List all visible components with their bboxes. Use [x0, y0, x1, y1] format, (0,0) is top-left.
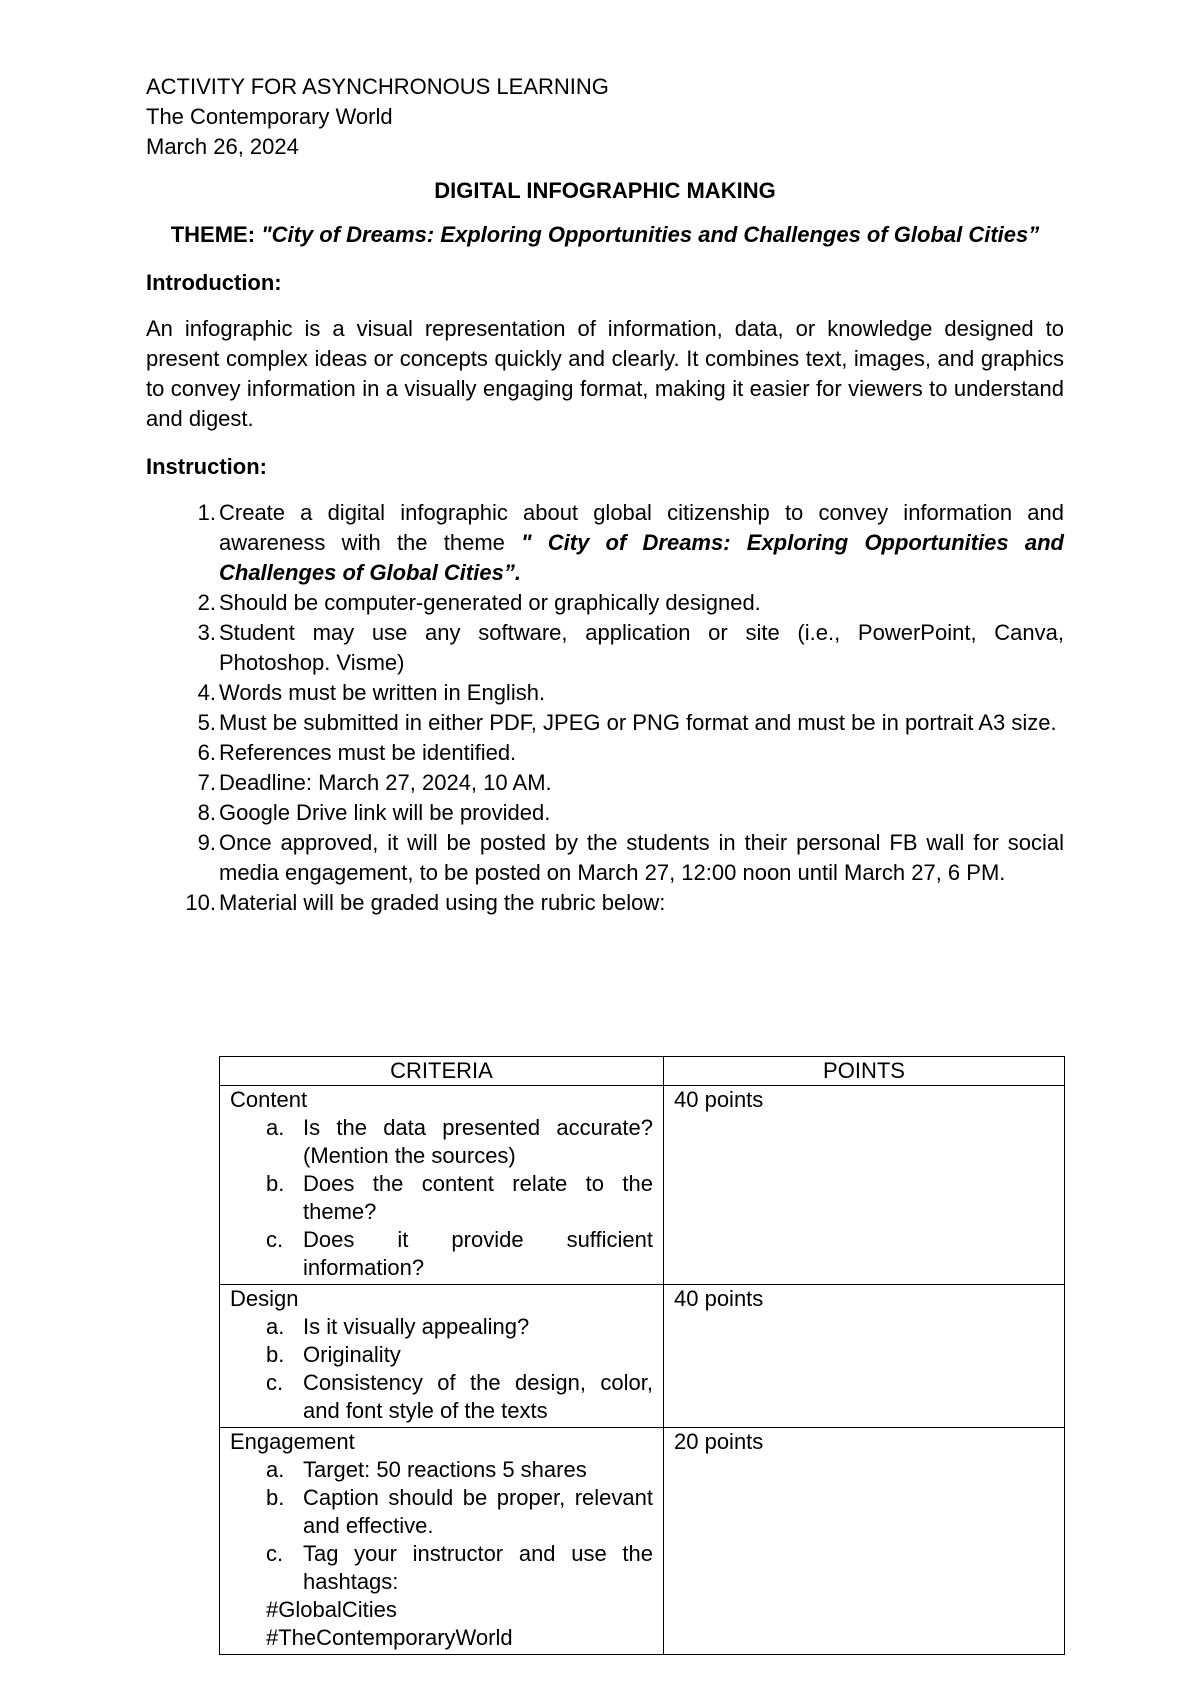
item-number: 7. [197, 770, 216, 795]
theme-statement [146, 220, 1064, 250]
subitem-text: Consistency of the design, color, and font style of the texts [303, 1370, 653, 1423]
subitem-text: Is the data presented accurate? (Mention the sources) [303, 1115, 653, 1168]
subitem-letter: b. [266, 1342, 285, 1367]
criteria-subitem [230, 1456, 653, 1484]
document-date: March 26, 2024 [146, 134, 299, 159]
criteria-subitem [230, 1540, 653, 1596]
item-text: Once approved, it will be posted by the students in their personal FB wall for social media engagement, to be posted on March 27, 12:00 noon until March 27, 6 PM. [219, 830, 1064, 885]
criteria-subitem [230, 1484, 653, 1540]
item-number: 8. [197, 800, 216, 825]
rubric-header-row [220, 1057, 1065, 1086]
document-title: DIGITAL INFOGRAPHIC MAKING [434, 178, 776, 203]
criteria-subitem [230, 1341, 653, 1369]
rubric-row [220, 1086, 1065, 1285]
instruction-item [146, 828, 1064, 888]
instruction-item [146, 588, 1064, 618]
subitem-letter: a. [266, 1115, 285, 1140]
item-text: Google Drive link will be provided. [219, 800, 551, 825]
item-text: Words must be written in English. [219, 680, 546, 705]
subitem-letter: a. [266, 1457, 285, 1482]
criteria-header: CRITERIA [220, 1057, 664, 1086]
criteria-subitem [230, 1114, 653, 1170]
points-cell: 20 points [664, 1428, 1065, 1655]
item-text: Student may use any software, application or site (i.e., PowerPoint, Canva, Photoshop. Visme) [219, 620, 1064, 675]
theme-label: THEME: [170, 222, 262, 247]
subitem-letter: c. [266, 1541, 284, 1566]
item-number: 4. [197, 680, 216, 705]
item-text: Deadline: March 27, 2024, 10 AM. [219, 770, 552, 795]
subitem-text: Originality [303, 1342, 401, 1367]
points-header: POINTS [664, 1057, 1065, 1086]
criteria-name: Design [230, 1286, 299, 1311]
item-text: Create a digital infographic about global citizenship to convey information and awareness with the theme [219, 500, 1064, 555]
criteria-cell [220, 1086, 664, 1285]
item-text: Must be submitted in either PDF, JPEG or PNG format and must be in portrait A3 size. [219, 710, 1057, 735]
hashtag: #GlobalCities [266, 1597, 397, 1622]
item-theme-text: " City of Dreams: Exploring Opportunities and Challenges of Global Cities”. [219, 530, 1064, 585]
instruction-item [146, 888, 1064, 918]
subitem-letter: c. [266, 1370, 284, 1395]
instruction-item [146, 768, 1064, 798]
criteria-subitem [230, 1170, 653, 1226]
criteria-subitem [230, 1369, 653, 1425]
instruction-list [146, 498, 1064, 918]
hashtag: #TheContemporaryWorld [266, 1625, 513, 1650]
instruction-item [146, 738, 1064, 768]
item-number: 5. [197, 710, 216, 735]
instruction-item [146, 798, 1064, 828]
criteria-cell [220, 1428, 664, 1655]
introduction-heading: Introduction: [146, 270, 282, 295]
item-text: Should be computer-generated or graphically designed. [219, 590, 761, 615]
points-cell: 40 points [664, 1086, 1065, 1285]
points-cell: 40 points [664, 1285, 1065, 1428]
theme-text: "City of Dreams: Exploring Opportunities and Challenges of Global Cities” [261, 222, 1040, 247]
subitem-letter: b. [266, 1485, 285, 1510]
rubric-table [219, 1056, 1065, 1655]
criteria-cell [220, 1285, 664, 1428]
course-name: The Contemporary World [146, 104, 393, 129]
instruction-item [146, 678, 1064, 708]
rubric-row [220, 1285, 1065, 1428]
item-number: 9. [197, 830, 216, 855]
subitem-text: Does the content relate to the theme? [303, 1171, 653, 1224]
activity-type: ACTIVITY FOR ASYNCHRONOUS LEARNING [146, 74, 609, 99]
criteria-subitem [230, 1226, 653, 1282]
criteria-name: Engagement [230, 1429, 355, 1454]
rubric-row [220, 1428, 1065, 1655]
item-number: 6. [197, 740, 216, 765]
subitem-letter: b. [266, 1171, 285, 1196]
instruction-item [146, 498, 1064, 588]
item-number: 10. [185, 890, 216, 915]
item-text: References must be identified. [219, 740, 517, 765]
subitem-text: Target: 50 reactions 5 shares [303, 1457, 587, 1482]
subitem-text: Caption should be proper, relevant and effective. [303, 1485, 653, 1538]
subitem-text: Is it visually appealing? [303, 1314, 530, 1339]
item-number: 3. [197, 620, 216, 645]
item-number: 2. [197, 590, 216, 615]
item-text: Material will be graded using the rubric below: [219, 890, 666, 915]
instruction-heading: Instruction: [146, 454, 267, 479]
subitem-letter: c. [266, 1227, 284, 1252]
subitem-text: Does it provide sufficient information? [303, 1227, 653, 1280]
criteria-name: Content [230, 1087, 308, 1112]
introduction-text: An infographic is a visual representation of information, data, or knowledge designed to present complex ideas or concepts quickly and clearly. It combines text, images, and graphics to convey information in a visually engaging format, making it easier for viewers to understand and digest. [146, 316, 1064, 431]
document-page [146, 72, 1064, 918]
subitem-text: Tag your instructor and use the hashtags: [303, 1541, 653, 1594]
instruction-item [146, 708, 1064, 738]
instruction-item [146, 618, 1064, 678]
criteria-subitem [230, 1313, 653, 1341]
item-number: 1. [197, 500, 216, 525]
subitem-letter: a. [266, 1314, 285, 1339]
